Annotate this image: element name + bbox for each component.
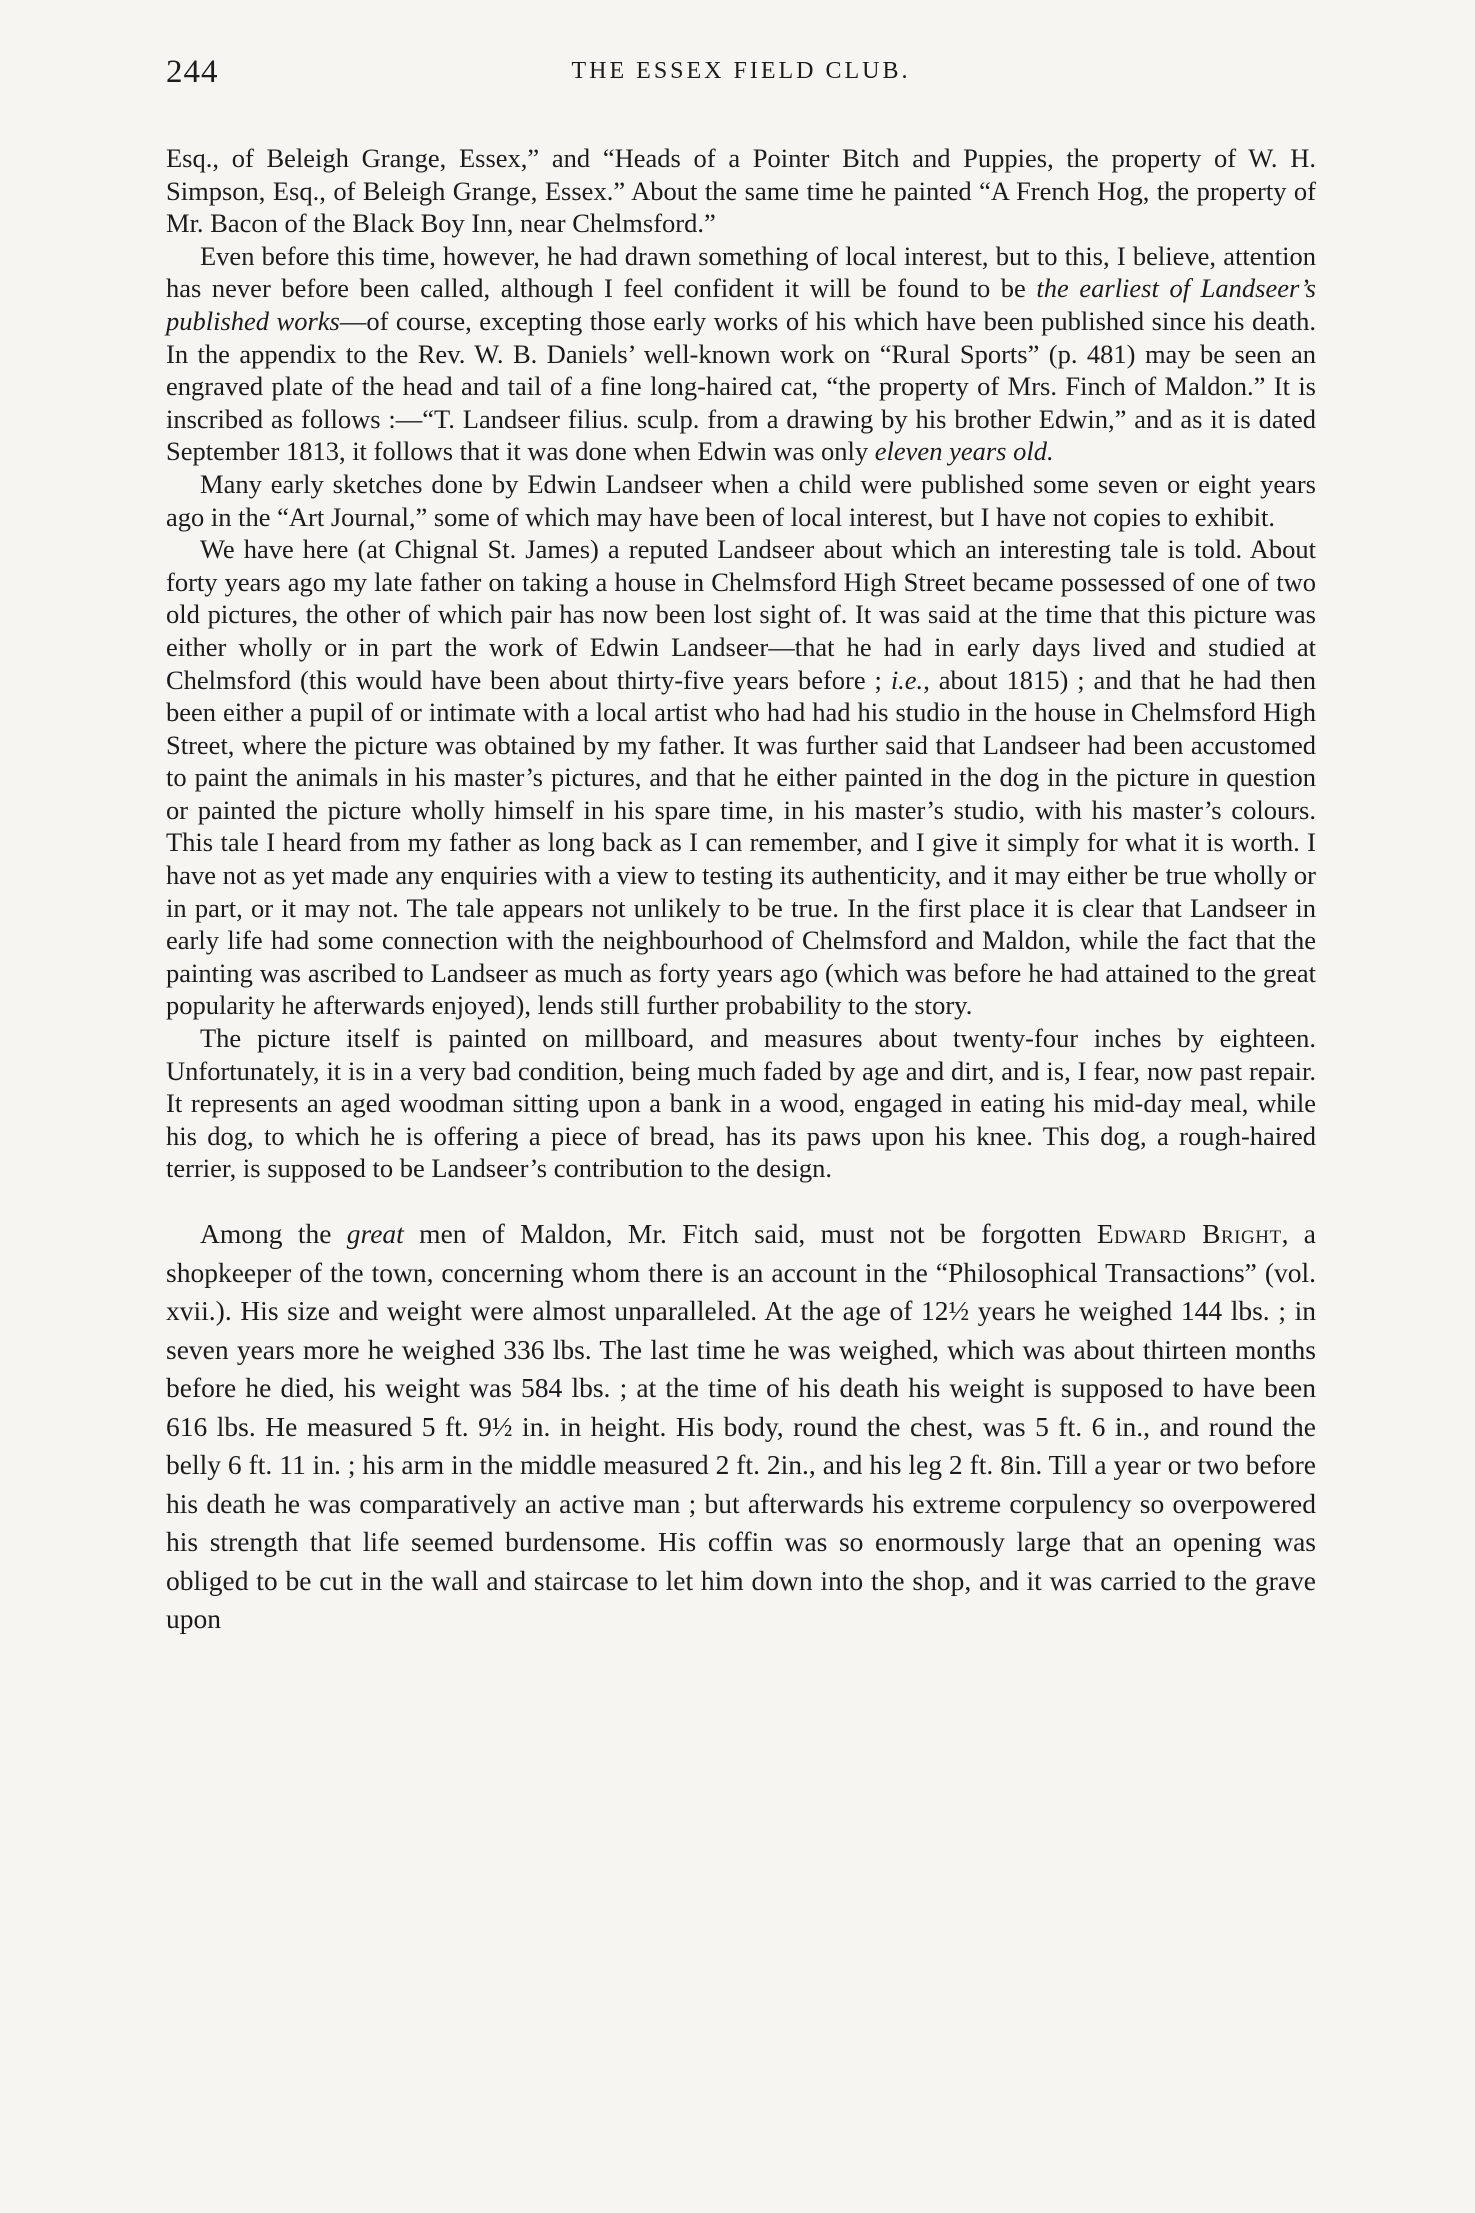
paragraph-6-text-a: Among the [200, 1218, 347, 1249]
paragraph-6-name-edward-bright: Edward Bright [1096, 1218, 1282, 1249]
paragraph-5: The picture itself is painted on millboard, and measures about twenty-four inches by eighteen. Unfortunately, it is in a very bad condition, being much faded by age and dirt, and is, I fear, now past repair. It represents an aged woodman sitting upon a bank in a wood, engaged in eating his mid-day meal, while his dog, to which he is offering a piece of bread, has its paws upon his knee. This dog, a rough-haired terrier, is supposed to be Landseer’s contribution to the design. [166, 1023, 1316, 1184]
paragraph-6 [166, 1215, 1316, 1639]
paragraph-4-text-a: We have here (at Chignal St. James) a reputed Landseer about which an interesting tale is told. About forty years ago my late father on taking a house in Chelmsford High Street became possessed of one of two old pictures, the other of which pair has now been lost sight of. It was said at the time that this picture was either wholly or in part the work of Edwin Landseer—that he had in early days lived and studied at Chelmsford (this would have been about thirty-five years before ; [166, 534, 1316, 695]
page-number: 244 [166, 54, 219, 90]
body-text [166, 142, 1316, 1639]
paragraph-2-text-c: —of course, excepting those early works of his which have been published since his death. In the appendix to the Rev. W. B. Daniels’ well-known work on “Rural Sports” (p. 481) may be seen an engraved plate of the head and tail of a fine long-haired cat, “the property of Mrs. Finch of Maldon.” It is inscribed as follows :—“T. Landseer filius. sculp. from a drawing by his brother Edwin,” and as it is dated September 1813, it follows that it was done when Edwin was only [166, 305, 1316, 467]
paragraph-2-text-a: Even before this time, however, he had drawn something of local interest, but to this, I believe, attention has never before been called, although I feel confident it will be found to be [166, 240, 1316, 304]
paragraph-2 [166, 240, 1316, 468]
paragraph-4-text-c: , about 1815) ; and that he had then been either a pupil of or intimate with a local artist who had had his studio in the house in Chelmsford High Street, where the picture was obtained by my father. It was further said that Landseer had been accustomed to paint the animals in his master’s pictures, and that he either painted in the dog in the picture in question or painted the picture wholly himself in his spare time, in his master’s studio, with his master’s colours. This tale I heard from my father as long back as I can remember, and I give it simply for what it is worth. I have not as yet made any enquiries with a view to testing its authenticity, and it may either be true wholly or in part, or it may not. The tale appears not unlikely to be true. In the first place it is clear that Landseer in early life had some connection with the neighbourhood of Chelmsford and Maldon, while the fact that the painting was ascribed to Landseer as much as forty years ago (which was before he had attained to the great popularity he afterwards enjoyed), lends still further probability to the story. [166, 664, 1316, 1021]
paragraph-2-italic-title: the earliest of Landseer’s published works [166, 273, 1316, 336]
paragraph-4 [166, 533, 1316, 1022]
page-header [166, 54, 1316, 104]
paragraph-3: Many early sketches done by Edwin Landseer when a child were published some seven or eight years ago in the “Art Journal,” some of which may have been of local interest, but I have not copies to exhibit. [166, 468, 1316, 532]
paragraph-4-italic-ie: i.e. [890, 664, 924, 695]
running-head: THE ESSEX FIELD CLUB. [571, 58, 911, 84]
paragraph-2-italic-age: eleven years old. [874, 436, 1054, 467]
paragraph-6-text-c: men of Maldon, Mr. Fitch said, must not be forgotten [403, 1218, 1097, 1249]
paragraph-1: Esq., of Beleigh Grange, Essex,” and “Heads of a Pointer Bitch and Puppies, the property of W. H. Simpson, Esq., of Beleigh Grange, Essex.” About the same time he painted “A French Hog, the property of Mr. Bacon of the Black Boy Inn, near Chelmsford.” [166, 143, 1316, 239]
paragraph-6-text-e: , a shopkeeper of the town, concerning whom there is an account in the “Philosophical Transactions” (vol. xvii.). His size and weight were almost unparalleled. At the age of 12½ years he weighed 144 lbs. ; in seven years more he weighed 336 lbs. The last time he was weighed, which was about thirteen months before he died, his weight was 584 lbs. ; at the time of his death his weight is supposed to have been 616 lbs. He measured 5 ft. 9½ in. in height. His body, round the chest, was 5 ft. 6 in., and round the belly 6 ft. 11 in. ; his arm in the middle measured 2 ft. 2in., and his leg 2 ft. 8in. Till a year or two before his death he was comparatively an active man ; but afterwards his extreme corpulency so overpowered his strength that life seemed burdensome. His coffin was so enormously large that an opening was obliged to be cut in the wall and staircase to let him down into the shop, and it was carried to the grave upon [166, 1218, 1316, 1634]
paragraph-6-italic-great: great [346, 1218, 404, 1249]
